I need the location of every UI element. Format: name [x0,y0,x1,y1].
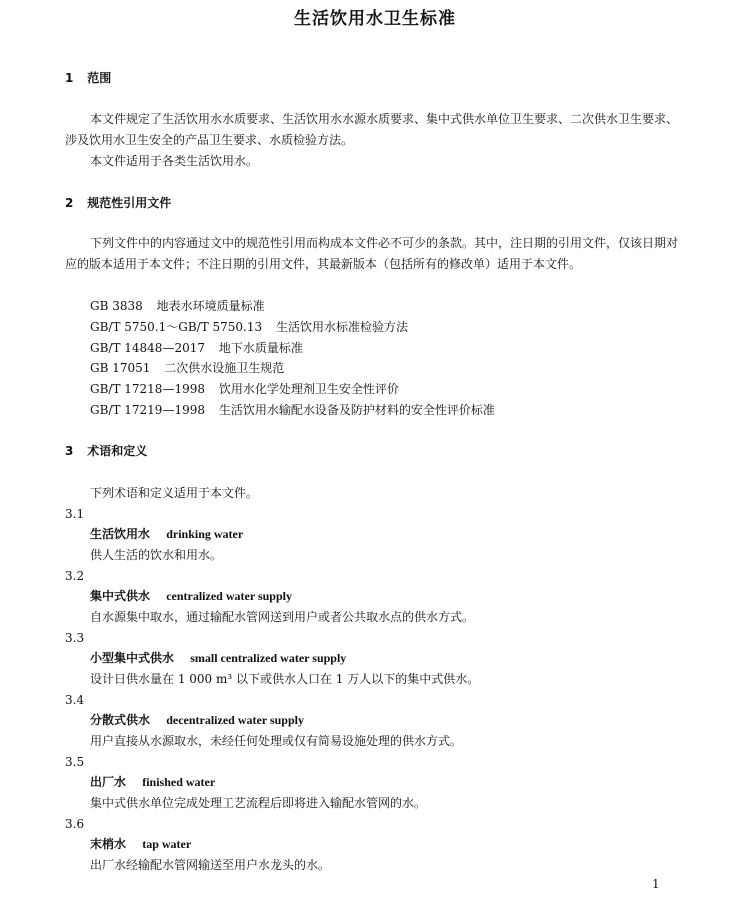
section-2-paragraph: 下列文件中的内容通过文中的规范性引用而构成本文件必不可少的条款。其中，注日期的引用文件，仅该日期对应的版本适用于本文件；不注日期的引用文件，其最新版本（包括所有的修改单）适用于本文件。 [65,236,679,271]
reference-item [90,298,265,314]
section-number: 3 [65,444,74,458]
reference-title: 地下水质量标准 [218,341,303,355]
reference-code: GB/T 5750.1～GB/T 5750.13 [90,320,263,334]
term-number: 3.1 [65,507,85,521]
term-english: small centralized water supply [190,651,347,665]
term-name [90,712,304,728]
section-number: 1 [65,71,74,85]
term-english: centralized water supply [166,589,292,603]
term-number: 3.6 [65,817,85,831]
term-name [90,836,191,852]
term-chinese: 末梢水 [90,837,127,851]
term-definition: 集中式供水单位完成处理工艺流程后即将进入输配水管网的水。 [90,796,427,810]
reference-item [90,402,495,418]
section-title: 术语和定义 [87,444,148,458]
section-3-intro: 下列术语和定义适用于本文件。 [90,486,259,500]
reference-item [90,360,284,376]
section-1-paragraph-1: 本文件规定了生活饮用水水质要求、生活饮用水水源水质要求、集中式供水单位卫生要求、二次供水卫生要求、涉及饮用水卫生安全的产品卫生要求、水质检验方法。 [65,112,679,147]
reference-code: GB 3838 [90,299,143,313]
reference-item [90,340,303,356]
reference-title: 饮用水化学处理剂卫生安全性评价 [218,382,399,396]
term-name [90,650,346,666]
term-name [90,588,292,604]
section-2-heading [65,195,171,211]
term-english: decentralized water supply [166,713,304,727]
reference-code: GB 17051 [90,361,151,375]
reference-title: 二次供水设施卫生规范 [164,361,285,375]
document-title: 生活饮用水卫生标准 [294,9,456,29]
term-number: 3.5 [65,755,85,769]
reference-item [90,319,408,335]
section-title: 规范性引用文件 [87,196,172,210]
reference-title: 地表水环境质量标准 [156,299,265,313]
section-3-heading [65,443,147,459]
term-name [90,774,215,790]
term-definition: 设计日供水量在 1 000 m³ 以下或供水人口在 1 万人以下的集中式供水。 [90,672,480,686]
term-number: 3.3 [65,631,85,645]
term-definition: 用户直接从水源取水，未经任何处理或仅有简易设施处理的供水方式。 [90,734,463,748]
reference-title: 生活饮用水输配水设备及防护材料的安全性评价标准 [218,403,495,417]
term-english: tap water [142,837,192,851]
term-number: 3.4 [65,693,85,707]
reference-code: GB/T 17218—1998 [90,382,205,396]
term-definition: 自水源集中取水，通过输配水管网送到用户或者公共取水点的供水方式。 [90,610,475,624]
page-number: 1 [652,877,660,891]
term-chinese: 集中式供水 [90,589,151,603]
section-title: 范围 [87,71,112,85]
term-number: 3.2 [65,569,85,583]
term-chinese: 小型集中式供水 [90,651,175,665]
term-chinese: 出厂水 [90,775,127,789]
section-1-heading [65,70,111,86]
reference-title: 生活饮用水标准检验方法 [275,320,408,334]
reference-code: GB/T 14848—2017 [90,341,205,355]
section-1-paragraph-2: 本文件适用于各类生活饮用水。 [90,154,259,168]
term-english: finished water [142,775,216,789]
term-chinese: 生活饮用水 [90,527,151,541]
reference-item [90,381,399,397]
section-number: 2 [65,196,74,210]
term-definition: 出厂水经输配水管网输送至用户水龙头的水。 [90,858,331,872]
term-definition: 供人生活的饮水和用水。 [90,548,223,562]
term-chinese: 分散式供水 [90,713,151,727]
reference-code: GB/T 17219—1998 [90,403,205,417]
term-name [90,526,243,542]
term-english: drinking water [166,527,244,541]
